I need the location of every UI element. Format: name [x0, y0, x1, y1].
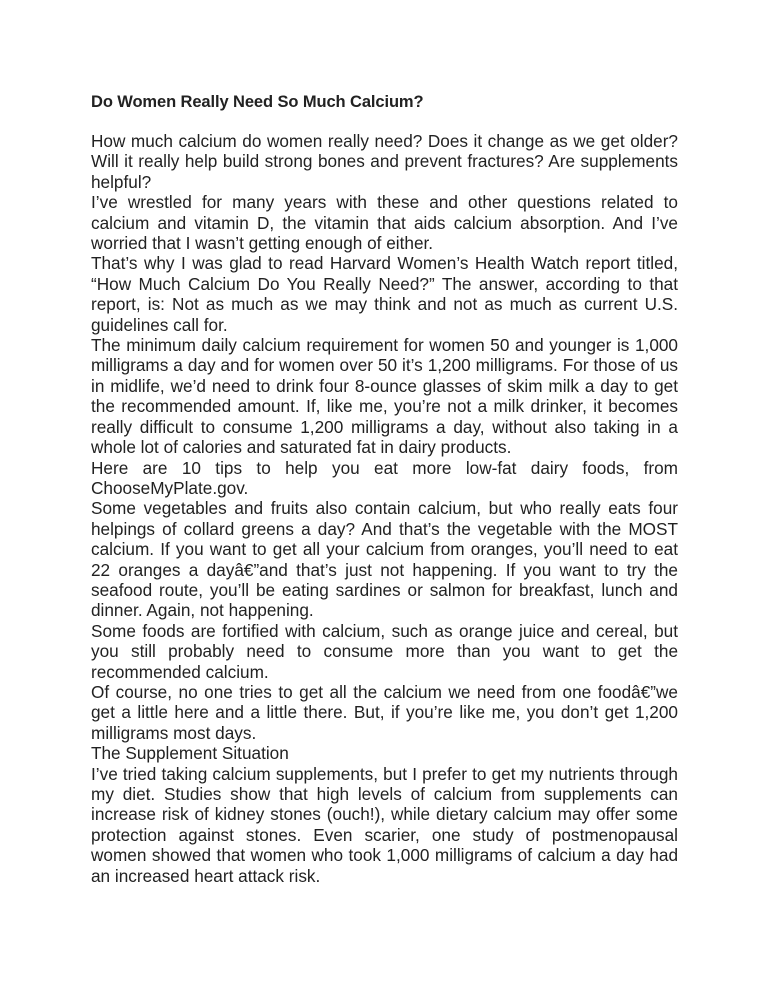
- paragraph-intro-questions: How much calcium do women really need? Does it change as we get older? Will it really help build strong bones and prevent fractures? Are supplements helpful?: [91, 131, 678, 192]
- paragraph-vegetables-fruits: Some vegetables and fruits also contain calcium, but who really eats four helpings of collard greens a day? And that’s the vegetable with the MOST calcium. If you want to get all your calcium from oranges, you’ll need to eat 22 oranges a dayâ€”and that’s just not happening. If you want to try the seafood route, you’ll be eating sardines or salmon for breakfast, lunch and dinner. Again, not happening.: [91, 498, 678, 621]
- paragraph-dairy-tips: Here are 10 tips to help you eat more low-fat dairy foods, from ChooseMyPlate.gov.: [91, 457, 678, 498]
- section-heading-supplements: The Supplement Situation: [91, 743, 289, 764]
- document-title: Do Women Really Need So Much Calcium?: [91, 93, 424, 111]
- paragraph-supplements: I’ve tried taking calcium supplements, but I prefer to get my nutrients through my diet. Studies show that high levels of calcium from supplements can increase risk of kidney stones (ouch!), while dietary calcium may offer some protection against stones. Even scarier, one study of postmenopausal women showed that women who took 1,000 milligrams of calcium a day had an increased heart attack risk.: [91, 763, 678, 886]
- paragraph-wrestled: I’ve wrestled for many years with these and other questions related to calcium and vitamin D, the vitamin that aids calcium absorption. And I’ve worried that I wasn’t getting enough of either.: [91, 192, 678, 254]
- paragraph-fortified-foods: Some foods are fortified with calcium, such as orange juice and cereal, but you still probably need to consume more than you want to get the recommended calcium.: [91, 620, 678, 682]
- paragraph-daily-requirement: The minimum daily calcium requirement for women 50 and younger is 1,000 milligrams a day and for women over 50 it’s 1,200 milligrams. For those of us in midlife, we’d need to drink four 8-ounce glasses of skim milk a day to get the recommended amount. If, like me, you’re not a milk drinker, it becomes really difficult to consume 1,200 milligrams a day, without also taking in a whole lot of calories and saturated fat in dairy products.: [91, 335, 678, 458]
- paragraph-one-food: Of course, no one tries to get all the calcium we need from one foodâ€”we get a little here and a little there. But, if you’re like me, you don’t get 1,200 milligrams most days.: [91, 681, 678, 743]
- paragraph-harvard-report: That’s why I was glad to read Harvard Women’s Health Watch report titled, “How Much Calcium Do You Really Need?” The answer, according to that report, is: Not as much as we may think and not as much as current U.S. guidelines call for.: [91, 253, 678, 335]
- document-page: [91, 92, 678, 886]
